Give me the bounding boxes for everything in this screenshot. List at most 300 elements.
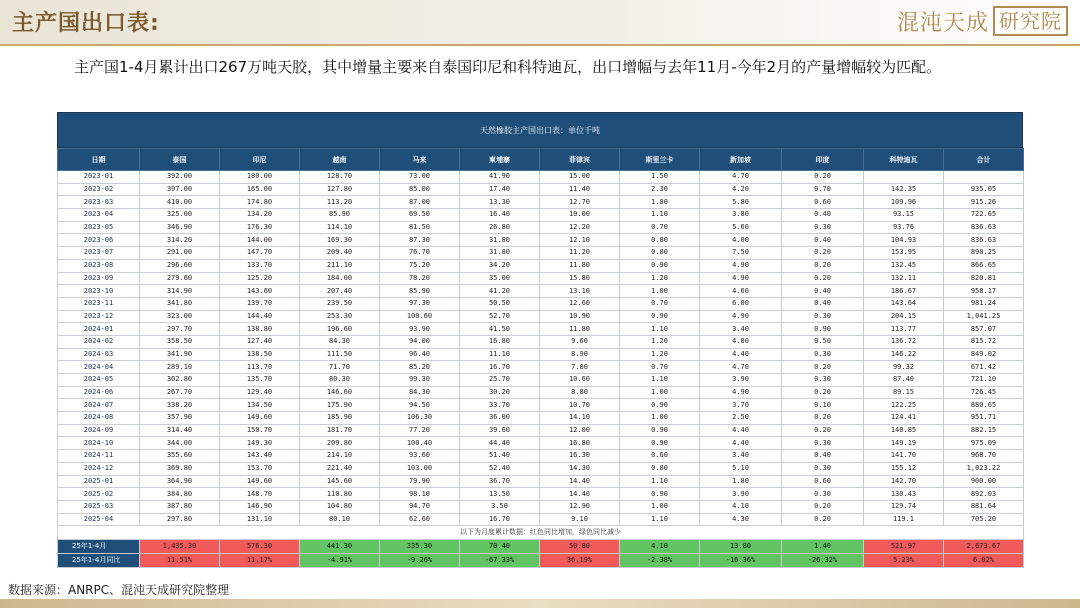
data-cell: 150.70 <box>220 424 300 437</box>
table-row <box>58 462 1024 475</box>
data-cell: 169.30 <box>300 234 380 247</box>
data-cell: 25.70 <box>460 374 540 387</box>
row-date-cell: 2024-07 <box>58 399 140 412</box>
data-cell: 122.25 <box>864 399 944 412</box>
data-cell: 77.20 <box>380 424 460 437</box>
data-cell: 722.65 <box>944 209 1024 222</box>
data-cell: 204.15 <box>864 310 944 323</box>
table-row <box>58 500 1024 513</box>
table-row <box>58 412 1024 425</box>
row-date-cell: 2023-10 <box>58 285 140 298</box>
data-cell: 0.90 <box>620 437 700 450</box>
table-row <box>58 209 1024 222</box>
data-cell: 132.11 <box>864 272 944 285</box>
data-cell: 93.60 <box>380 450 460 463</box>
data-cell: 146.60 <box>300 386 380 399</box>
column-header: 马来 <box>380 149 460 171</box>
data-cell: 17.40 <box>460 183 540 196</box>
data-cell: 0.30 <box>782 310 864 323</box>
data-cell: 849.02 <box>944 348 1024 361</box>
data-cell: 51.40 <box>460 450 540 463</box>
data-cell: 148.70 <box>220 488 300 501</box>
table-row <box>58 272 1024 285</box>
data-cell: 124.41 <box>864 412 944 425</box>
logo-box: 研究院 <box>993 6 1068 36</box>
data-cell: 364.90 <box>140 475 220 488</box>
data-cell: 1.10 <box>620 374 700 387</box>
data-cell: 129.40 <box>220 386 300 399</box>
data-cell: 387.80 <box>140 500 220 513</box>
data-cell: 0.20 <box>782 247 864 260</box>
data-cell: 1.00 <box>620 500 700 513</box>
table-row <box>58 221 1024 234</box>
data-cell: 341.90 <box>140 348 220 361</box>
column-header: 科特迪瓦 <box>864 149 944 171</box>
data-cell: 135.70 <box>220 374 300 387</box>
yoy-row-cell: 11.51% <box>140 554 220 568</box>
data-cell: 0.50 <box>782 335 864 348</box>
source-note: 数据来源：ANRPC、混沌天成研究院整理 <box>8 583 230 597</box>
summary-row-cell: 1,435.30 <box>140 540 220 554</box>
data-cell: 3.90 <box>700 374 782 387</box>
data-cell: 186.67 <box>864 285 944 298</box>
data-cell: 267.70 <box>140 386 220 399</box>
data-cell: 15.00 <box>540 171 620 184</box>
data-cell: 4.10 <box>700 500 782 513</box>
data-cell: 4.90 <box>700 272 782 285</box>
row-date-cell: 2023-02 <box>58 183 140 196</box>
data-cell: 900.00 <box>944 475 1024 488</box>
data-cell: 134.50 <box>220 399 300 412</box>
data-cell: 98.10 <box>380 488 460 501</box>
data-cell: 144.00 <box>220 234 300 247</box>
row-date-cell: 2023-05 <box>58 221 140 234</box>
row-date-cell: 2023-12 <box>58 310 140 323</box>
data-cell: 384.80 <box>140 488 220 501</box>
data-cell: 10.00 <box>540 209 620 222</box>
data-cell: 4.90 <box>700 310 782 323</box>
data-cell: 12.10 <box>540 234 620 247</box>
data-cell: 10.70 <box>540 399 620 412</box>
table-row <box>58 247 1024 260</box>
data-cell: 180.00 <box>220 171 300 184</box>
data-cell: 130.43 <box>864 488 944 501</box>
data-cell: 0.30 <box>782 221 864 234</box>
data-cell: 136.72 <box>864 335 944 348</box>
header-divider <box>0 44 1080 46</box>
data-cell: 7.50 <box>700 247 782 260</box>
row-date-cell: 2024-04 <box>58 361 140 374</box>
data-cell: 1.20 <box>620 272 700 285</box>
data-cell: 104.80 <box>300 500 380 513</box>
data-cell: 291.00 <box>140 247 220 260</box>
data-cell: 209.80 <box>300 437 380 450</box>
table-row <box>58 183 1024 196</box>
data-cell: 0.70 <box>782 183 864 196</box>
data-cell: 211.10 <box>300 259 380 272</box>
data-cell: 96.40 <box>380 348 460 361</box>
data-cell: 99.32 <box>864 361 944 374</box>
data-cell: 721.10 <box>944 374 1024 387</box>
summary-row-cell: 4.10 <box>620 540 700 554</box>
data-cell: 196.60 <box>300 323 380 336</box>
data-cell: 140.85 <box>864 424 944 437</box>
data-cell: 3.40 <box>700 323 782 336</box>
data-cell: 26.80 <box>460 221 540 234</box>
data-cell: 36.70 <box>460 475 540 488</box>
data-cell: 147.70 <box>220 247 300 260</box>
data-cell: 146.22 <box>864 348 944 361</box>
data-cell: 4.90 <box>700 259 782 272</box>
data-cell: 0.90 <box>620 488 700 501</box>
data-cell <box>864 171 944 184</box>
yoy-row-cell: 6.02% <box>944 554 1024 568</box>
data-cell: 221.40 <box>300 462 380 475</box>
data-cell: 0.30 <box>782 374 864 387</box>
data-cell: 0.90 <box>620 310 700 323</box>
data-cell: 0.20 <box>782 259 864 272</box>
data-cell: 15.80 <box>540 272 620 285</box>
data-cell: 113.70 <box>220 361 300 374</box>
data-cell: 5.60 <box>700 221 782 234</box>
data-cell: 0.40 <box>782 450 864 463</box>
table-row <box>58 450 1024 463</box>
data-cell: 0.30 <box>782 462 864 475</box>
data-cell: 341.80 <box>140 297 220 310</box>
data-cell: 94.70 <box>380 500 460 513</box>
data-cell: 0.40 <box>782 297 864 310</box>
data-cell: 149.60 <box>220 475 300 488</box>
data-cell: 355.60 <box>140 450 220 463</box>
data-cell: 410.00 <box>140 196 220 209</box>
data-cell: 6.00 <box>700 297 782 310</box>
data-cell: 8.80 <box>540 386 620 399</box>
data-cell: 141.70 <box>864 450 944 463</box>
data-cell: 155.12 <box>864 462 944 475</box>
row-date-cell: 2024-11 <box>58 450 140 463</box>
data-cell: 31.80 <box>460 234 540 247</box>
row-date-cell: 2023-03 <box>58 196 140 209</box>
data-cell: 34.20 <box>460 259 540 272</box>
note-row <box>58 526 1024 540</box>
table-row <box>58 285 1024 298</box>
intro-paragraph: 主产国1-4月累计出口267万吨天胶，其中增量主要来自泰国印尼和科特迪瓦，出口增幅与去年11月-今年2月的产量增幅较为匹配。 <box>74 58 942 76</box>
data-cell: 882.15 <box>944 424 1024 437</box>
data-cell: 0.90 <box>620 259 700 272</box>
table-row <box>58 323 1024 336</box>
table-row <box>58 374 1024 387</box>
data-cell: 12.20 <box>540 221 620 234</box>
row-date-cell: 2024-03 <box>58 348 140 361</box>
summary-row-cell: 576.30 <box>220 540 300 554</box>
column-header: 菲律宾 <box>540 149 620 171</box>
data-cell: 0.60 <box>782 196 864 209</box>
data-cell: 0.30 <box>782 437 864 450</box>
yoy-row-cell: -9.26% <box>380 554 460 568</box>
data-cell: 0.70 <box>620 221 700 234</box>
data-cell: 113.77 <box>864 323 944 336</box>
data-cell: 815.72 <box>944 335 1024 348</box>
data-cell: 0.60 <box>782 475 864 488</box>
data-cell: 142.35 <box>864 183 944 196</box>
data-cell: 50.50 <box>460 297 540 310</box>
data-cell: 85.90 <box>300 209 380 222</box>
yoy-row-cell: -4.91% <box>300 554 380 568</box>
data-cell: 119.1 <box>864 513 944 526</box>
yoy-row-label: 25年1-4月同比 <box>58 554 140 568</box>
table-row <box>58 513 1024 526</box>
data-cell: 11.80 <box>540 259 620 272</box>
data-cell: 69.50 <box>380 209 460 222</box>
data-cell: 78.20 <box>380 272 460 285</box>
row-date-cell: 2023-04 <box>58 209 140 222</box>
data-cell: 881.64 <box>944 500 1024 513</box>
data-cell: 185.90 <box>300 412 380 425</box>
data-cell: 279.60 <box>140 272 220 285</box>
data-cell: 0.80 <box>620 462 700 475</box>
data-cell: 0.10 <box>782 399 864 412</box>
yoy-row-cell: 5.23% <box>864 554 944 568</box>
data-cell: 207.40 <box>300 285 380 298</box>
data-cell: 0.20 <box>782 361 864 374</box>
data-cell: 100.40 <box>380 437 460 450</box>
data-cell: 253.30 <box>300 310 380 323</box>
summary-row-cell: 521.97 <box>864 540 944 554</box>
yoy-row-cell: -67.33% <box>460 554 540 568</box>
summary-row-cell: 13.80 <box>700 540 782 554</box>
data-cell: 357.90 <box>140 412 220 425</box>
data-cell: 143.64 <box>864 297 944 310</box>
data-cell: 143.60 <box>220 285 300 298</box>
data-cell: 314.40 <box>140 424 220 437</box>
data-cell: 79.90 <box>380 475 460 488</box>
data-cell: 214.10 <box>300 450 380 463</box>
data-cell: 4.20 <box>700 183 782 196</box>
data-cell: 9.10 <box>540 513 620 526</box>
data-cell: 4.90 <box>700 386 782 399</box>
data-cell: 726.45 <box>944 386 1024 399</box>
row-date-cell: 2024-06 <box>58 386 140 399</box>
page-title: 主产国出口表: <box>12 11 160 36</box>
data-cell: 3.50 <box>460 500 540 513</box>
data-cell: 0.40 <box>782 234 864 247</box>
row-date-cell: 2024-09 <box>58 424 140 437</box>
summary-row-cell: 1.40 <box>782 540 864 554</box>
data-cell: 14.30 <box>540 462 620 475</box>
data-cell: 8.90 <box>540 348 620 361</box>
row-date-cell: 2025-03 <box>58 500 140 513</box>
table-row <box>58 171 1024 184</box>
data-cell: 314.20 <box>140 234 220 247</box>
data-cell: 346.90 <box>140 221 220 234</box>
data-cell: 1,041.25 <box>944 310 1024 323</box>
data-cell: 898.25 <box>944 247 1024 260</box>
data-cell: 0.40 <box>782 285 864 298</box>
data-cell: 7.00 <box>540 361 620 374</box>
data-cell: 30.20 <box>460 386 540 399</box>
data-cell: 0.70 <box>620 297 700 310</box>
data-cell: 129.74 <box>864 500 944 513</box>
summary-row-label: 25年1-4月 <box>58 540 140 554</box>
table-row <box>58 488 1024 501</box>
data-cell: 103.00 <box>380 462 460 475</box>
data-cell: 1.50 <box>620 171 700 184</box>
data-cell: 93.15 <box>864 209 944 222</box>
data-cell: 14.40 <box>540 488 620 501</box>
table-body <box>58 171 1024 568</box>
table-note: 以下为月度累计数据：红色同比增加，绿色同比减少 <box>58 526 1024 540</box>
data-cell: 10.90 <box>540 310 620 323</box>
data-cell: 41.90 <box>460 171 540 184</box>
data-cell: 85.20 <box>380 361 460 374</box>
data-cell: 0.60 <box>620 450 700 463</box>
row-date-cell: 2024-01 <box>58 323 140 336</box>
data-cell: 935.05 <box>944 183 1024 196</box>
data-cell: 94.50 <box>380 399 460 412</box>
data-cell: 13.30 <box>460 196 540 209</box>
data-cell: 4.00 <box>700 335 782 348</box>
data-cell: 93.90 <box>380 323 460 336</box>
data-cell: 16.40 <box>460 209 540 222</box>
data-cell: 113.20 <box>300 196 380 209</box>
data-cell: 12.90 <box>540 500 620 513</box>
data-cell: 39.60 <box>460 424 540 437</box>
data-cell: 297.80 <box>140 513 220 526</box>
data-cell: 181.70 <box>300 424 380 437</box>
data-cell: 87.40 <box>864 374 944 387</box>
data-cell: 41.50 <box>460 323 540 336</box>
data-cell: 4.60 <box>700 285 782 298</box>
data-cell: 1.10 <box>620 475 700 488</box>
data-cell: 132.45 <box>864 259 944 272</box>
data-cell: 93.76 <box>864 221 944 234</box>
column-header: 新加坡 <box>700 149 782 171</box>
data-cell: 0.90 <box>620 424 700 437</box>
data-cell: 358.50 <box>140 335 220 348</box>
data-cell: 139.70 <box>220 297 300 310</box>
data-cell: 73.00 <box>380 171 460 184</box>
data-cell: 0.20 <box>782 386 864 399</box>
table-row <box>58 310 1024 323</box>
data-cell: 35.00 <box>460 272 540 285</box>
data-cell: 13.10 <box>540 285 620 298</box>
data-cell: 125.20 <box>220 272 300 285</box>
data-cell: 16.80 <box>460 335 540 348</box>
data-cell: 110.80 <box>300 488 380 501</box>
data-cell: 87.30 <box>380 234 460 247</box>
data-cell: 297.70 <box>140 323 220 336</box>
table-row <box>58 424 1024 437</box>
data-cell: 138.50 <box>220 348 300 361</box>
data-cell: 0.90 <box>620 399 700 412</box>
data-cell: 104.93 <box>864 234 944 247</box>
data-cell: 0.20 <box>782 513 864 526</box>
data-cell: 0.20 <box>782 272 864 285</box>
row-date-cell: 2023-06 <box>58 234 140 247</box>
data-cell: 2.30 <box>620 183 700 196</box>
column-header: 印度 <box>782 149 864 171</box>
data-cell: 1.10 <box>620 323 700 336</box>
table-row <box>58 259 1024 272</box>
column-header: 斯里兰卡 <box>620 149 700 171</box>
data-cell: 153.70 <box>220 462 300 475</box>
row-date-cell: 2025-02 <box>58 488 140 501</box>
data-cell: 0.20 <box>782 412 864 425</box>
data-cell: 1.00 <box>620 285 700 298</box>
data-cell: 44.40 <box>460 437 540 450</box>
data-cell: 4.40 <box>700 424 782 437</box>
table-row <box>58 348 1024 361</box>
data-cell: 892.03 <box>944 488 1024 501</box>
data-cell: 975.09 <box>944 437 1024 450</box>
table-title: 天然橡胶主产国出口表：单位千吨 <box>57 112 1023 148</box>
data-cell: 14.10 <box>540 412 620 425</box>
logo-text: 混沌天成 <box>896 10 989 36</box>
data-cell: 134.20 <box>220 209 300 222</box>
data-cell: 165.00 <box>220 183 300 196</box>
data-cell: 0.30 <box>782 488 864 501</box>
yoy-row-cell: -16.36% <box>700 554 782 568</box>
data-cell: 16.80 <box>540 437 620 450</box>
column-header: 印尼 <box>220 149 300 171</box>
column-header: 日期 <box>58 149 140 171</box>
row-date-cell: 2023-08 <box>58 259 140 272</box>
data-cell: 87.00 <box>380 196 460 209</box>
data-cell: 0.80 <box>620 234 700 247</box>
data-cell: 41.20 <box>460 285 540 298</box>
data-cell: 4.40 <box>700 348 782 361</box>
logo <box>897 5 1068 37</box>
data-cell: 5.10 <box>700 462 782 475</box>
data-cell: 705.20 <box>944 513 1024 526</box>
data-cell: 84.30 <box>380 386 460 399</box>
data-cell: 142.70 <box>864 475 944 488</box>
yoy-row-cell: -2.38% <box>620 554 700 568</box>
data-cell: 71.70 <box>300 361 380 374</box>
data-cell: 9.60 <box>540 335 620 348</box>
export-table-container <box>57 112 1023 568</box>
data-cell: 81.50 <box>380 221 460 234</box>
yoy-row-cell: -26.32% <box>782 554 864 568</box>
data-cell: 1.80 <box>620 196 700 209</box>
data-cell: 16.70 <box>460 361 540 374</box>
data-cell: 1.80 <box>700 475 782 488</box>
column-header: 泰国 <box>140 149 220 171</box>
data-cell: 149.30 <box>220 437 300 450</box>
data-cell: 3.40 <box>700 450 782 463</box>
data-cell: 3.90 <box>700 488 782 501</box>
data-cell: 0.20 <box>782 500 864 513</box>
data-cell: 16.30 <box>540 450 620 463</box>
table-row <box>58 475 1024 488</box>
table-header <box>58 149 1024 171</box>
data-cell: 0.40 <box>782 209 864 222</box>
data-cell: 866.65 <box>944 259 1024 272</box>
table-row <box>58 386 1024 399</box>
data-cell: 16.70 <box>460 513 540 526</box>
data-cell: 114.10 <box>300 221 380 234</box>
data-cell: 1.00 <box>620 386 700 399</box>
data-cell: 2.50 <box>700 412 782 425</box>
data-cell: 951.71 <box>944 412 1024 425</box>
data-cell: 127.40 <box>220 335 300 348</box>
data-cell: 11.20 <box>540 247 620 260</box>
data-cell <box>944 171 1024 184</box>
data-cell: 11.80 <box>540 323 620 336</box>
column-header: 越南 <box>300 149 380 171</box>
data-cell: 325.00 <box>140 209 220 222</box>
data-cell: 4.70 <box>700 361 782 374</box>
